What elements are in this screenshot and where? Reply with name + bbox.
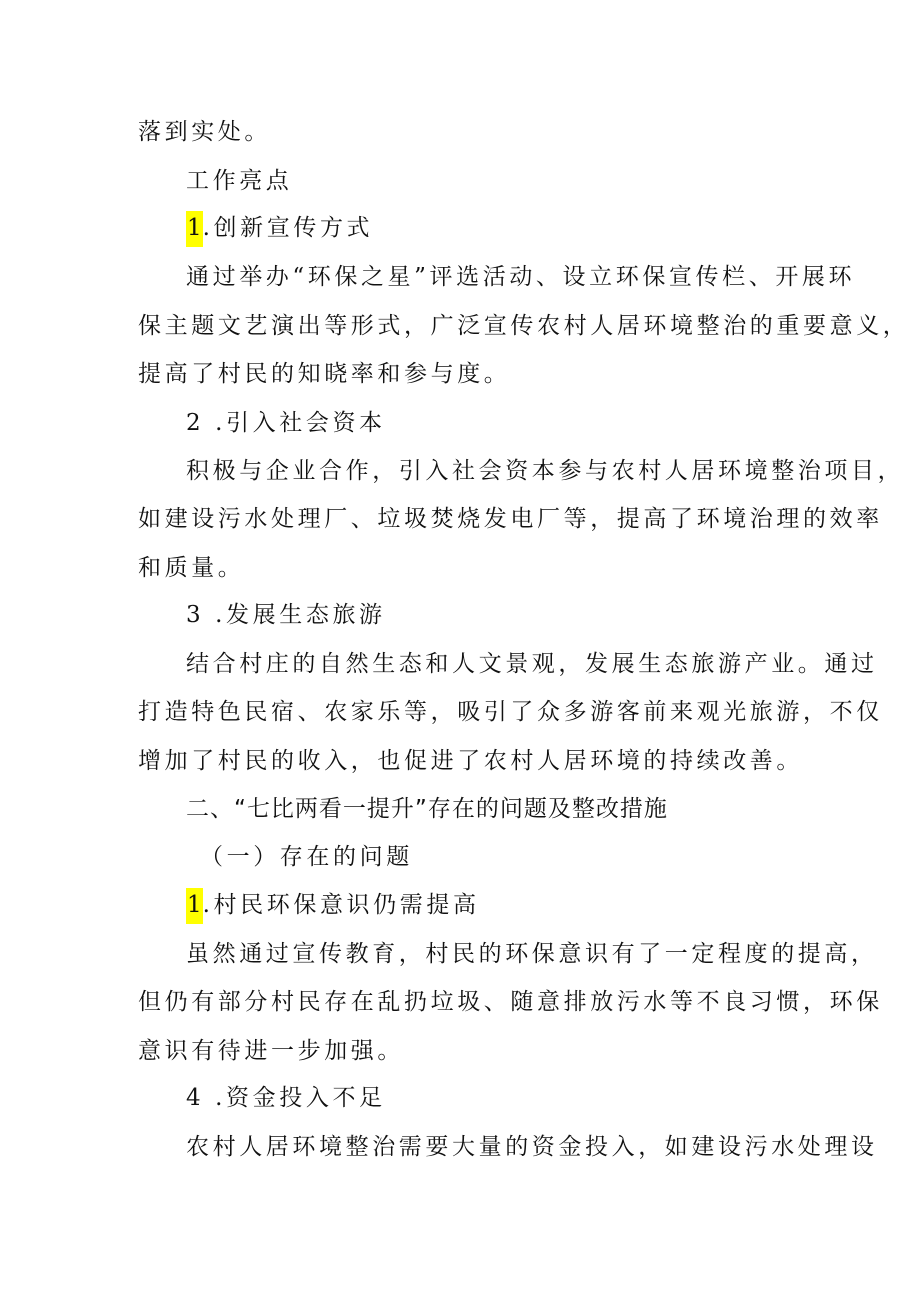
paragraph-line: 结合村庄的自然生态和人文景观，发展生态旅游产业。通过	[186, 651, 878, 677]
paragraph-line: 保主题文艺演出等形式，广泛宣传农村人居环境整治的重要意义，	[138, 313, 910, 339]
paragraph-line: 落到实处。	[138, 119, 271, 145]
item-heading: 2 .引入社会资本	[186, 410, 386, 436]
item-heading	[186, 213, 373, 243]
paragraph-line: 但仍有部分村民存在乱扔垃圾、随意排放污水等不良习惯，环保	[138, 989, 883, 1015]
paragraph-line: 积极与企业合作，引入社会资本参与农村人居环境整治项目，	[186, 458, 905, 484]
item-heading: 3 .发展生态旅游	[186, 602, 386, 628]
section-heading: 工作亮点	[186, 168, 293, 194]
paragraph-line: 提高了村民的知晓率和参与度。	[138, 361, 511, 387]
item-heading	[186, 890, 480, 920]
highlighted-number: 1	[186, 211, 203, 247]
item-heading-text: .村民环保意识仍需提高	[202, 892, 480, 918]
paragraph-line: 和质量。	[138, 555, 245, 581]
paragraph-line: 打造特色民宿、农家乐等，吸引了众多游客前来观光旅游，不仅	[138, 699, 883, 725]
paragraph-line: 意识有待进一步加强。	[138, 1038, 404, 1064]
item-heading-text: .创新宣传方式	[202, 215, 374, 241]
subsection-heading: （一）存在的问题	[200, 844, 413, 870]
chapter-heading: 二、“七比两看一提升”存在的问题及整改措施	[186, 796, 668, 822]
highlighted-number: 1	[186, 888, 203, 924]
paragraph-line: 增加了村民的收入，也促进了农村人居环境的持续改善。	[138, 748, 803, 774]
item-heading: 4 .资金投入不足	[186, 1085, 386, 1111]
paragraph-line: 农村人居环境整治需要大量的资金投入，如建设污水处理设	[186, 1134, 878, 1160]
paragraph-line: 虽然通过宣传教育，村民的环保意识有了一定程度的提高，	[186, 941, 878, 967]
paragraph-line: 如建设污水处理厂、垃圾焚烧发电厂等，提高了环境治理的效率	[138, 506, 883, 532]
paragraph-line: 通过举办“环保之星”评选活动、设立环保宣传栏、开展环	[186, 264, 856, 290]
